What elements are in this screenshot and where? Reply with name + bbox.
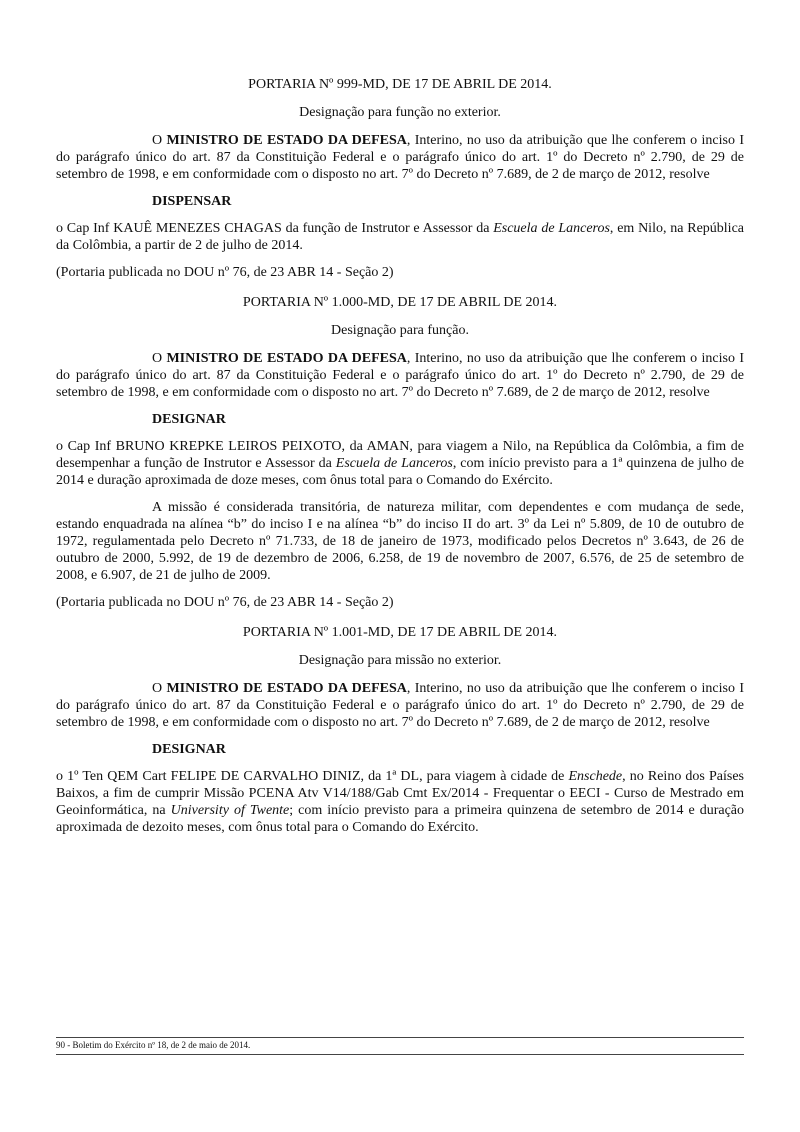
portaria-preamble	[56, 132, 744, 183]
portaria-action: DISPENSAR	[152, 194, 232, 209]
preamble-text: , Interino, no uso da atribuição que lhe conferem o inciso I do parágrafo único do art. 87 da Constituição Federal e o parágrafo único do art. 1º do Decreto nº 2.790, de 29 de setembro de 1998, e em conformidade com o disposto no art. 7º do Decreto nº 7.689, de 2 de março de 2012, resolve	[56, 133, 744, 182]
portaria-action: DESIGNAR	[152, 742, 226, 757]
body-text: ; com início previsto para a primeira quinzena de setembro de 2014 e duração aproximada de dezoito meses, com ônus total para o Comando do Exército.	[56, 803, 745, 835]
portaria-subtitle: Designação para função.	[331, 323, 469, 338]
publication-note: (Portaria publicada no DOU nº 76, de 23 ABR 14 - Seção 2)	[56, 265, 394, 280]
portaria-body	[56, 768, 744, 836]
body-text: o Cap Inf KAUÊ MENEZES CHAGAS da função de Instrutor e Assessor da	[56, 221, 494, 236]
portaria-title: PORTARIA Nº 1.001-MD, DE 17 DE ABRIL DE 2014.	[242, 625, 558, 640]
minister-title: MINISTRO DE ESTADO DA DEFESA	[166, 681, 407, 696]
preamble-text: , Interino, no uso da atribuição que lhe conferem o inciso I do parágrafo único do art. 87 da Constituição Federal e o parágrafo único do art. 1º do Decreto nº 2.790, de 29 de setembro de 1998, e em conformidade com o disposto no art. 7º do Decreto nº 7.689, de 2 de março de 2012, resolve	[56, 351, 744, 400]
portaria-body	[56, 220, 744, 254]
body-text: , no Reino dos Países Baixos, a fim de cumprir Missão PCENA Atv V14/188/Gab Cmt Ex/2014 - Frequentar o EECI - Curso de Mestrado em Geoinformática, na	[56, 769, 744, 818]
portaria-title: PORTARIA Nº 999-MD, DE 17 DE ABRIL DE 2014.	[248, 77, 552, 92]
preamble-start: O	[152, 681, 167, 696]
portaria-title: PORTARIA Nº 1.000-MD, DE 17 DE ABRIL DE 2014.	[242, 295, 558, 310]
preamble-start: O	[152, 133, 167, 148]
preamble-start: O	[152, 351, 167, 366]
portaria-subtitle: Designação para missão no exterior.	[298, 653, 502, 668]
document-page	[56, 76, 744, 846]
portaria-action: DESIGNAR	[152, 412, 226, 427]
body-italic: Escuela de Lanceros	[335, 456, 453, 471]
body-text: , com início previsto para a 1ª quinzena de julho de 2014 e duração aproximada de doze meses, com ônus total para o Comando do Exército.	[56, 456, 744, 488]
body-text: , em Nilo, na República da Colômbia, a partir de 2 de julho de 2014.	[56, 221, 745, 253]
body-italic: University of Twente	[170, 803, 290, 818]
body-text: o 1º Ten QEM Cart FELIPE DE CARVALHO DINIZ, da 1ª DL, para viagem à cidade de	[56, 769, 569, 784]
portaria-preamble	[56, 350, 744, 401]
body-italic: Enschede	[568, 769, 623, 784]
minister-title: MINISTRO DE ESTADO DA DEFESA	[166, 133, 407, 148]
portaria-subtitle: Designação para função no exterior.	[299, 105, 501, 120]
portaria-body	[56, 438, 744, 489]
portaria-preamble	[56, 680, 744, 731]
preamble-text: , Interino, no uso da atribuição que lhe conferem o inciso I do parágrafo único do art. 87 da Constituição Federal e o parágrafo único do art. 1º do Decreto nº 2.790, de 29 de setembro de 1998, e em conformidade com o disposto no art. 7º do Decreto nº 7.689, de 2 de março de 2012, resolve	[56, 681, 744, 730]
portaria-1000	[56, 294, 744, 611]
portaria-999	[56, 76, 744, 281]
portaria-1001	[56, 624, 744, 836]
mission-paragraph: A missão é considerada transitória, de natureza militar, com dependentes e com mudança de sede, estando enquadrada na alínea “b” do inciso I e na alínea “b” do inciso II do art. 3º da Lei nº 5.809, de 10 de outubro de 1972, regulamentada pelo Decreto nº 71.733, de 18 de janeiro de 1973, modificado pelos Decretos nº 3.643, de 26 de outubro de 2000, 5.992, de 19 de dezembro de 2006, 6.258, de 19 de novembro de 2007, 6.576, de 25 de setembro de 2008, e 6.907, de 21 de julho de 2009.	[56, 500, 744, 583]
body-italic: Escuela de Lanceros	[493, 221, 610, 236]
body-text: o Cap Inf BRUNO KREPKE LEIROS PEIXOTO, da AMAN, para viagem a Nilo, na República da Colômbia, a fim de desempenhar a função de Instrutor e Assessor da	[56, 439, 744, 471]
page-footer: 90 - Boletim do Exército nº 18, de 2 de maio de 2014.	[56, 1037, 744, 1055]
publication-note: (Portaria publicada no DOU nº 76, de 23 ABR 14 - Seção 2)	[56, 595, 394, 610]
minister-title: MINISTRO DE ESTADO DA DEFESA	[166, 351, 407, 366]
